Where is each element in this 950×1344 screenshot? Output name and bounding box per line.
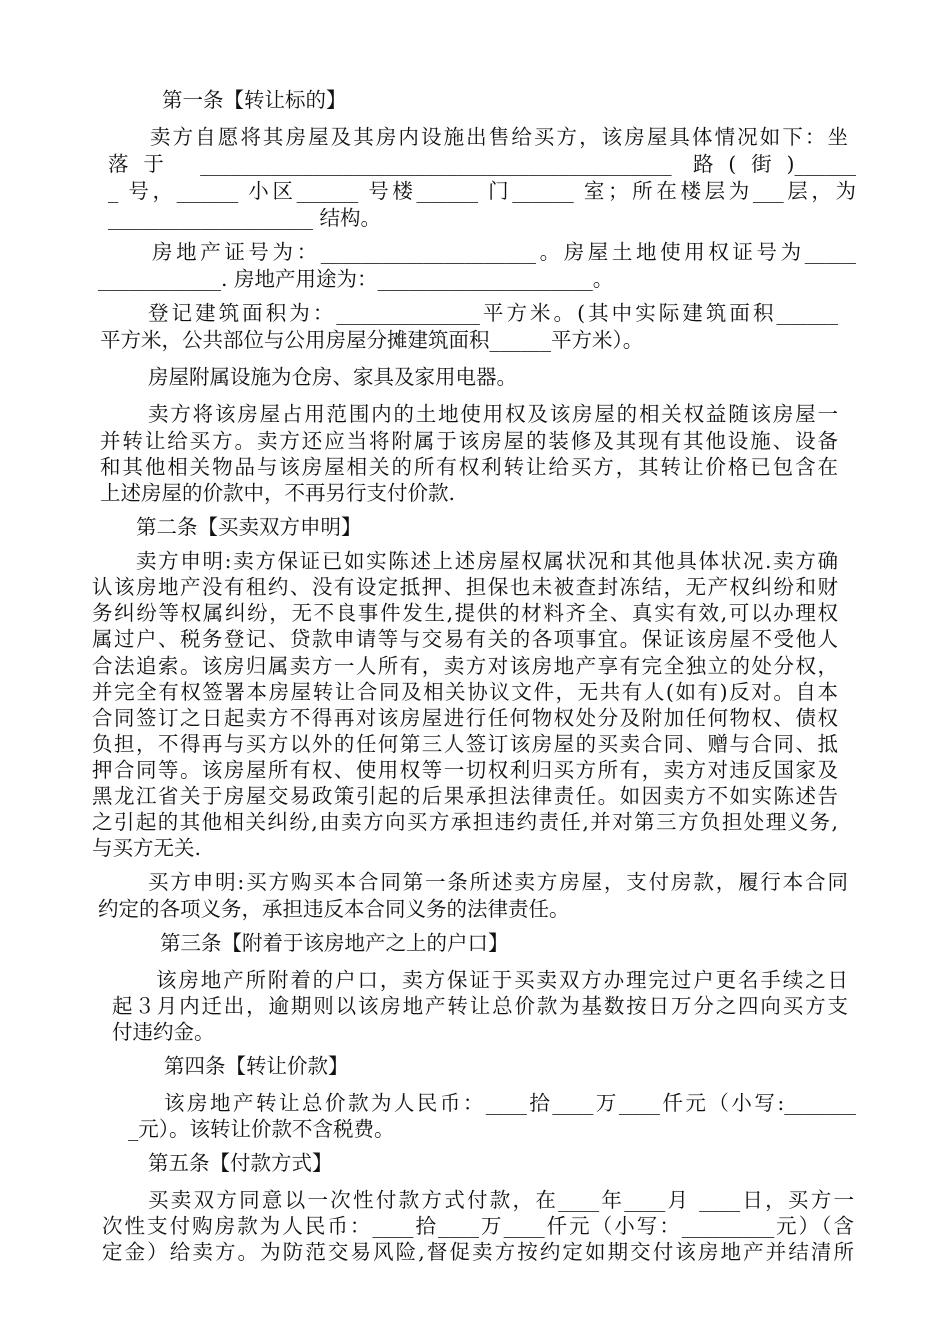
a3-line: 该房地产所附着的户口，卖方保证于买卖双方办理完过户更名手续之日 xyxy=(156,968,848,992)
a1-line: 平方米，公共部位与公用房屋分摊建筑面积______平方米）。 xyxy=(100,328,644,352)
a2-line: 与买方无关. xyxy=(92,836,202,860)
a2-line: 属过户、税务登记、贷款申请等与交易有关的各项事宜。保证该房屋不受他人 xyxy=(92,627,838,651)
a1-line: 并转让给买方。卖方还应当将附属于该房屋的装修及其现有其他设施、设备 xyxy=(100,429,838,453)
a2-line: 合法追索。该房归属卖方一人所有，卖方对该房地产享有完全独立的处分权， xyxy=(92,654,838,678)
a2-line: 合同签订之日起卖方不得再对该房屋进行任何物权处分及附加任何物权、债权 xyxy=(92,706,838,730)
a1-line: 卖方将该房屋占用范围内的土地使用权及该房屋的相关权益随该房屋一 xyxy=(148,402,838,426)
a1-line: 登记建筑面积为：______________平方米。(其中实际建筑面积______ xyxy=(148,301,838,325)
a3-line: 付违约金。 xyxy=(112,1020,215,1044)
a1-line: _ 号，______ 小区______ 号楼______ 门______ 室；所在楼层为___层，为 xyxy=(108,179,856,203)
a2-line: 卖方申明:卖方保证已如实陈述上述房屋权属状况和其他具体状况.卖方确 xyxy=(136,549,838,573)
a2-line: 负担，不得再与买方以外的任何第三人签订该房屋的买卖合同、赠与合同、抵 xyxy=(92,732,838,756)
a5-line: 买卖双方同意以一次性付款方式付款，在____年____月 ____日，买方一 xyxy=(148,1188,854,1212)
a2-line: 约定的各项义务，承担违反本合同义务的法律责任。 xyxy=(98,897,570,921)
a1-line: ____________. 房地产用途为：_____________________。 xyxy=(98,267,614,291)
a1-line: 和其他相关物品与该房屋相关的所有权利转让给买方，其转让价格已包含在 xyxy=(100,455,838,479)
a2-line: 黑龙江省关于房屋交易政策引起的后果承担法律责任。如因卖方不如实陈述告 xyxy=(92,784,838,808)
a5-line: 次性支付购房款为人民币：____拾____万____仟元（小写：_________元）（含 xyxy=(102,1214,854,1238)
a2-line: 务纠纷等权属纠纷，无不良事件发生,提供的材料齐全、真实有效,可以办理权 xyxy=(92,601,838,625)
a1-line: 落于 ______________________________________________ 路(街)______ xyxy=(108,152,856,176)
a4-line: 该房地产转让总价款为人民币：____拾____万____仟元（小写:_______ xyxy=(164,1091,856,1115)
a1-line: 房地产证号为：_____________________。房屋土地使用权证号为_____ xyxy=(152,240,856,264)
a1-line: 房屋附属设施为仓房、家具及家用电器。 xyxy=(148,365,517,389)
article-1-heading: 第一条【转让标的】 xyxy=(162,88,347,112)
article-4-heading: 第四条【转让价款】 xyxy=(164,1054,349,1078)
a2-line: 押合同等。该房屋所有权、使用权等一切权利归买方所有，卖方对违反国家及 xyxy=(92,758,838,782)
article-3-heading: 第三条【附着于该房地产之上的户口】 xyxy=(160,931,509,955)
article-2-heading: 第二条【买卖双方申明】 xyxy=(136,515,362,539)
a1-line: ____________________ 结构。 xyxy=(108,206,382,230)
a4-line: _元）。该转让价款不含税费。 xyxy=(128,1117,395,1141)
a2-line: 并完全有权签署本房屋转让合同及相关协议文件，无共有人(如有)反对。自本 xyxy=(92,680,838,704)
a1-line: 卖方自愿将其房屋及其房内设施出售给买方，该房屋具体情况如下：坐 xyxy=(150,125,848,149)
article-5-heading: 第五条【付款方式】 xyxy=(148,1151,333,1175)
a2-line: 之引起的其他相关纠纷,由卖方向买方承担违约责任,并对第三方负担处理义务, xyxy=(92,810,838,834)
a5-line: 定金）给卖方。为防范交易风险,督促卖方按约定如期交付该房地产并结清所 xyxy=(102,1240,854,1264)
a2-line: 买方申明:买方购买本合同第一条所述卖方房屋，支付房款，履行本合同 xyxy=(148,870,848,894)
a1-line: 上述房屋的价款中，不再另行支付价款. xyxy=(100,481,456,505)
a2-line: 认该房地产没有租约、没有设定抵押、担保也未被查封冻结，无产权纠纷和财 xyxy=(92,575,838,599)
a3-line: 起３月内迁出，逾期则以该房地产转让总价款为基数按日万分之四向买方支 xyxy=(112,994,848,1018)
